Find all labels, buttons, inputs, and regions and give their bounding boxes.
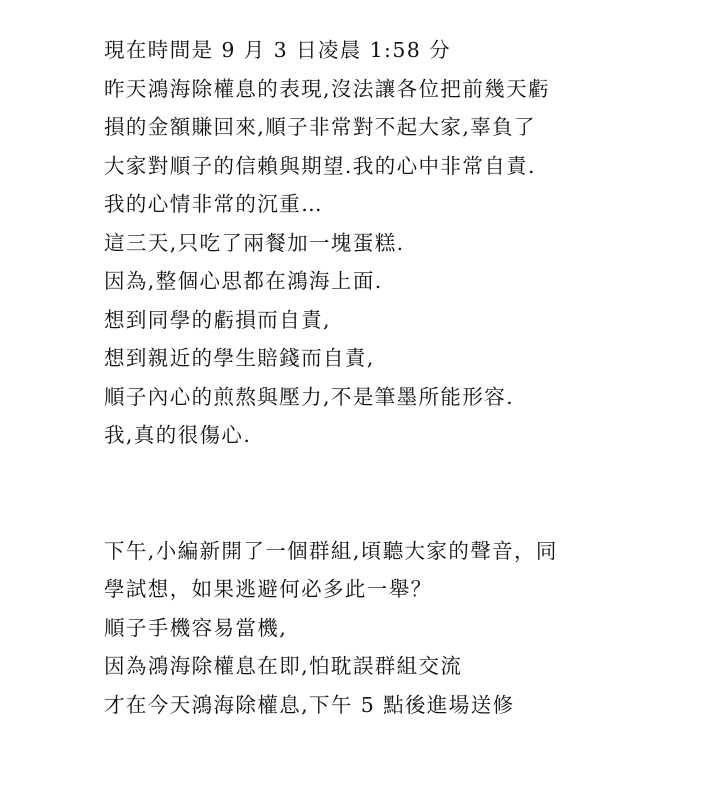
- text-line: 因為,整個心思都在鴻海上面.: [104, 269, 383, 293]
- text-line: 我的心情非常的沉重…: [104, 192, 323, 216]
- text-line: 才在今天鴻海除權息,下午 5 點後進場送修: [104, 692, 515, 717]
- document-text: [104, 31, 704, 724]
- text-line: 因為鴻海除權息在即,怕耽誤群組交流: [104, 654, 463, 678]
- text-line: 想到親近的學生賠錢而自責,: [104, 346, 375, 370]
- text-line: 學試想，如果逃避何必多此一舉？: [104, 577, 433, 601]
- text-line: 這三天,只吃了兩餐加一塊蛋糕.: [104, 230, 405, 255]
- text-line: 想到同學的虧損而自責,: [104, 307, 331, 332]
- paragraph-gap: [104, 493, 704, 532]
- text-line: 損的金額賺回來,順子非常對不起大家,辜負了: [104, 115, 536, 139]
- text-line: 順子內心的煎熬與壓力,不是筆墨所能形容.: [104, 384, 515, 409]
- text-line: 昨天鴻海除權息的表現,沒法讓各位把前幾天虧: [104, 76, 550, 101]
- paragraph-gap: [104, 455, 704, 494]
- text-line: 下午,小編新開了一個群組,頃聽大家的聲音，同: [104, 538, 558, 563]
- text-line: 現在時間是 9 月 3 日凌晨 1:58 分: [104, 38, 452, 62]
- text-line: 順子手機容易當機,: [104, 615, 288, 640]
- text-line: 我,真的很傷心.: [104, 423, 252, 447]
- text-line: 大家對順子的信賴與期望.我的心中非常自責.: [104, 153, 536, 178]
